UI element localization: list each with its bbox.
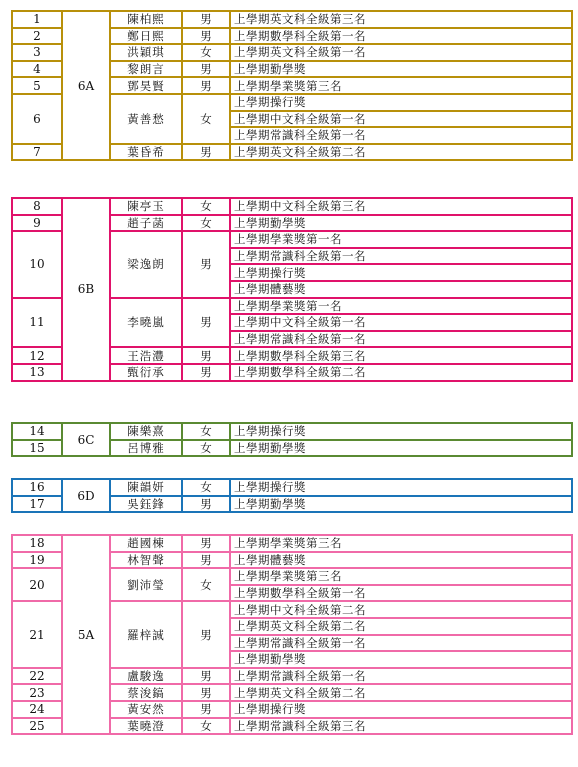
student-number: 23	[12, 684, 62, 701]
student-gender: 男	[182, 535, 230, 552]
student-number: 18	[12, 535, 62, 552]
award-item: 上學期體藝獎	[230, 552, 572, 569]
student-name: 陳韻妍	[110, 479, 182, 496]
student-number: 25	[12, 718, 62, 735]
award-item: 上學期英文科全級第二名	[230, 144, 572, 161]
class-table-6a	[11, 10, 573, 161]
award-item: 上學期英文科全級第一名	[230, 44, 572, 61]
student-name: 黎朗言	[110, 61, 182, 78]
award-item: 上學期操行獎	[230, 701, 572, 718]
student-gender: 男	[182, 701, 230, 718]
award-item: 上學期勤學獎	[230, 61, 572, 78]
award-item: 上學期中文科全級第一名	[230, 314, 572, 331]
student-number: 22	[12, 668, 62, 685]
student-name: 黃安然	[110, 701, 182, 718]
class-label: 5A	[62, 535, 110, 734]
student-number: 2	[12, 28, 62, 45]
award-item: 上學期數學科全級第二名	[230, 364, 572, 381]
student-name: 盧駿逸	[110, 668, 182, 685]
award-item: 上學期學業獎第三名	[230, 535, 572, 552]
student-gender: 男	[182, 231, 230, 297]
class-table-5a	[11, 534, 573, 735]
student-name: 王浩灃	[110, 347, 182, 364]
student-name: 蔡浚鎬	[110, 684, 182, 701]
student-gender: 男	[182, 552, 230, 569]
class-table-6d	[11, 478, 573, 513]
student-number: 13	[12, 364, 62, 381]
award-item: 上學期常識科全級第一名	[230, 331, 572, 348]
student-gender: 女	[182, 423, 230, 440]
student-gender: 男	[182, 347, 230, 364]
table-row	[12, 535, 572, 552]
table-row	[12, 479, 572, 496]
student-number: 4	[12, 61, 62, 78]
student-name: 陳亭玉	[110, 198, 182, 215]
student-number: 20	[12, 568, 62, 601]
student-gender: 男	[182, 364, 230, 381]
student-name: 梁逸朗	[110, 231, 182, 297]
student-gender: 女	[182, 94, 230, 144]
table-row	[12, 11, 572, 28]
student-gender: 男	[182, 601, 230, 667]
award-item: 上學期學業獎第一名	[230, 231, 572, 248]
student-number: 24	[12, 701, 62, 718]
student-gender: 男	[182, 496, 230, 513]
award-item: 上學期操行獎	[230, 94, 572, 111]
student-name: 趙子菡	[110, 215, 182, 232]
student-name: 羅梓誠	[110, 601, 182, 667]
student-name: 陳樂熹	[110, 423, 182, 440]
award-item: 上學期操行獎	[230, 423, 572, 440]
table-row	[12, 198, 572, 215]
award-item: 上學期數學科全級第一名	[230, 28, 572, 45]
student-name: 李曉嵐	[110, 298, 182, 348]
student-gender: 男	[182, 298, 230, 348]
student-number: 6	[12, 94, 62, 144]
student-number: 11	[12, 298, 62, 348]
student-gender: 女	[182, 479, 230, 496]
student-number: 15	[12, 440, 62, 457]
student-gender: 女	[182, 568, 230, 601]
award-item: 上學期勤學獎	[230, 215, 572, 232]
student-gender: 男	[182, 61, 230, 78]
award-item: 上學期學業獎第三名	[230, 568, 572, 585]
student-name: 吳鈺鋒	[110, 496, 182, 513]
class-label: 6C	[62, 423, 110, 456]
award-item: 上學期中文科全級第三名	[230, 198, 572, 215]
award-item: 上學期常識科全級第三名	[230, 718, 572, 735]
student-name: 趙國棟	[110, 535, 182, 552]
student-number: 19	[12, 552, 62, 569]
student-gender: 男	[182, 668, 230, 685]
student-name: 黃善愁	[110, 94, 182, 144]
student-name: 林智聲	[110, 552, 182, 569]
student-gender: 女	[182, 198, 230, 215]
award-item: 上學期勤學獎	[230, 496, 572, 513]
student-gender: 男	[182, 11, 230, 28]
student-number: 3	[12, 44, 62, 61]
student-gender: 女	[182, 440, 230, 457]
student-name: 葉曉澄	[110, 718, 182, 735]
student-gender: 男	[182, 144, 230, 161]
student-gender: 男	[182, 28, 230, 45]
class-label: 6B	[62, 198, 110, 381]
award-item: 上學期勤學獎	[230, 440, 572, 457]
award-item: 上學期英文科全級第二名	[230, 684, 572, 701]
student-name: 劉沛瑩	[110, 568, 182, 601]
award-item: 上學期學業獎第三名	[230, 77, 572, 94]
student-number: 1	[12, 11, 62, 28]
award-item: 上學期英文科全級第二名	[230, 618, 572, 635]
student-name: 鄧昊賢	[110, 77, 182, 94]
award-item: 上學期勤學獎	[230, 651, 572, 668]
class-table-6c	[11, 422, 573, 457]
award-item: 上學期常識科全級第一名	[230, 635, 572, 652]
student-gender: 女	[182, 44, 230, 61]
table-row	[12, 423, 572, 440]
student-number: 8	[12, 198, 62, 215]
student-name: 葉昏希	[110, 144, 182, 161]
student-name: 鄭日熙	[110, 28, 182, 45]
student-gender: 女	[182, 215, 230, 232]
student-number: 16	[12, 479, 62, 496]
award-item: 上學期體藝獎	[230, 281, 572, 298]
student-number: 17	[12, 496, 62, 513]
award-item: 上學期常識科全級第一名	[230, 127, 572, 144]
award-item: 上學期學業獎第一名	[230, 298, 572, 315]
student-number: 7	[12, 144, 62, 161]
student-number: 12	[12, 347, 62, 364]
award-item: 上學期中文科全級第一名	[230, 111, 572, 128]
student-name: 甄衍承	[110, 364, 182, 381]
student-gender: 女	[182, 718, 230, 735]
class-table-6b	[11, 197, 573, 382]
award-item: 上學期數學科全級第三名	[230, 347, 572, 364]
student-name: 呂博雅	[110, 440, 182, 457]
student-number: 14	[12, 423, 62, 440]
class-label: 6D	[62, 479, 110, 512]
student-name: 洪穎琪	[110, 44, 182, 61]
student-number: 9	[12, 215, 62, 232]
award-item: 上學期英文科全級第三名	[230, 11, 572, 28]
student-number: 10	[12, 231, 62, 297]
student-number: 5	[12, 77, 62, 94]
student-gender: 男	[182, 77, 230, 94]
award-item: 上學期操行獎	[230, 479, 572, 496]
student-number: 21	[12, 601, 62, 667]
award-item: 上學期數學科全級第一名	[230, 585, 572, 602]
class-label: 6A	[62, 11, 110, 160]
award-item: 上學期中文科全級第二名	[230, 601, 572, 618]
award-item: 上學期操行獎	[230, 264, 572, 281]
student-gender: 男	[182, 684, 230, 701]
award-item: 上學期常識科全級第一名	[230, 668, 572, 685]
student-name: 陳柏熙	[110, 11, 182, 28]
award-item: 上學期常識科全級第一名	[230, 248, 572, 265]
